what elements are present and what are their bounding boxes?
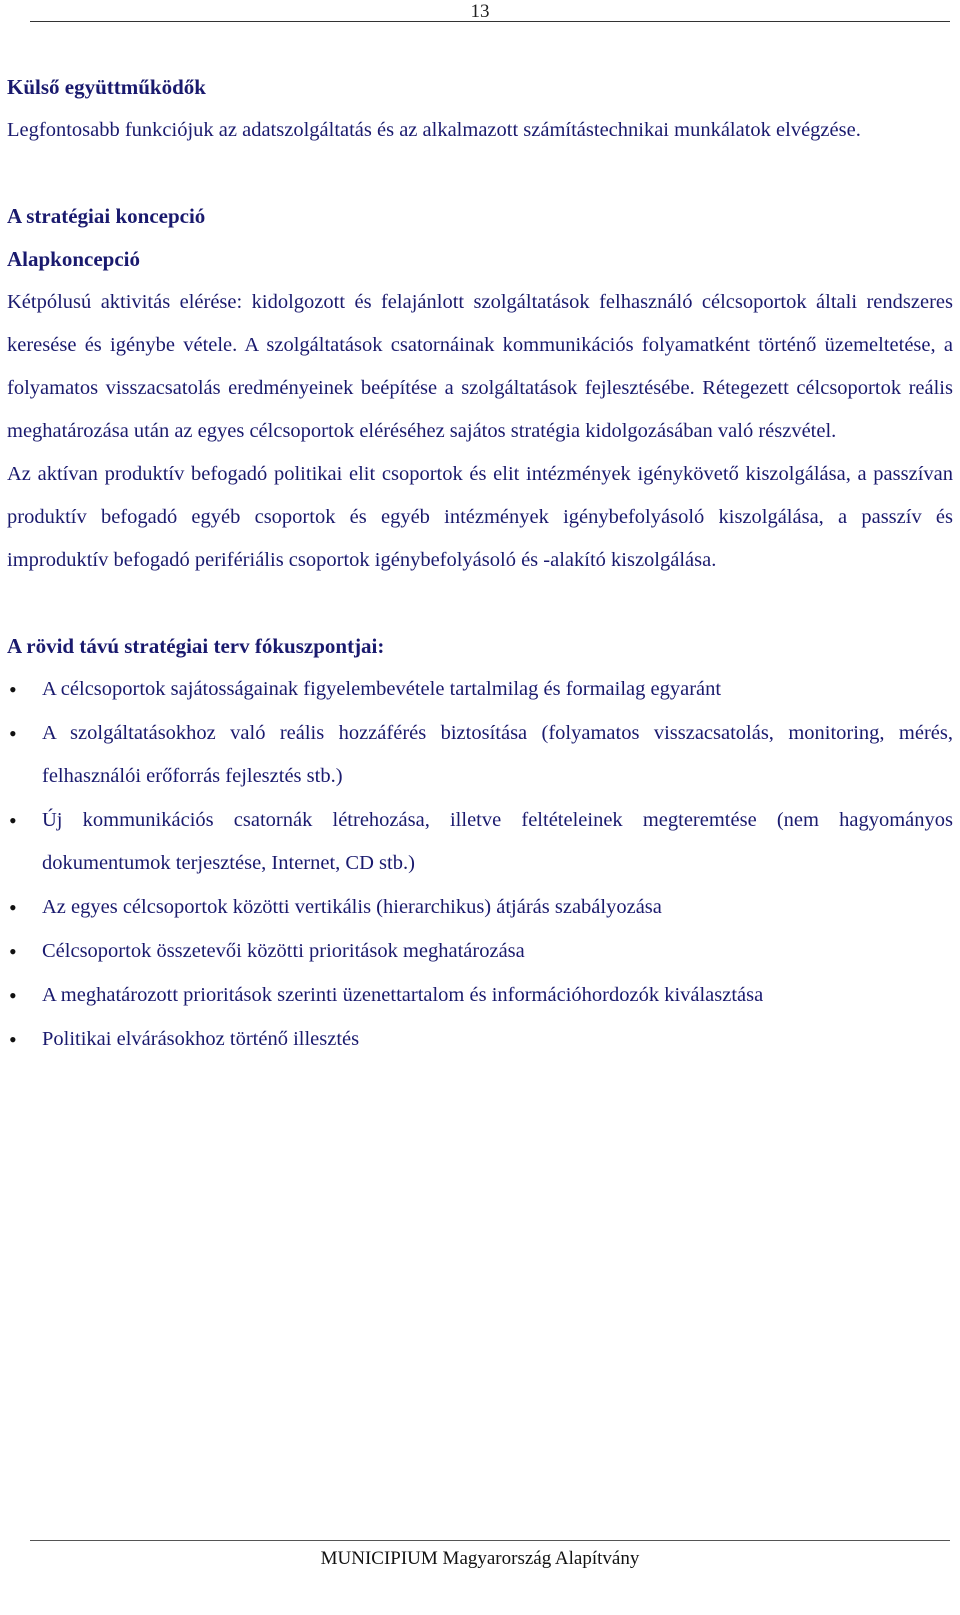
list-item [7, 886, 953, 929]
list-item-text: A szolgáltatásokhoz való reális hozzáférés biztosítása (folyamatos visszacsatolás, monitoring, mérés, felhasználói erőforrás fejlesztés stb.) [42, 722, 953, 787]
strategy-paragraph-1: Kétpólusú aktivitás elérése: kidolgozott és felajánlott szolgáltatások felhasználó célcsoportok általi rendszeres keresése és igénybe vétele. A szolgáltatások csatornáinak kommunikációs folyamatként történő üzemeltetése, a folyamatos visszacsatolás eredményeinek beépítése a szolgáltatások fejlesztésébe. Rétegezett célcsoportok reális meghatározása után az egyes célcsoportok eléréséhez sajátos stratégia kidolgozásában való részvétel. [7, 291, 953, 442]
list-item [7, 668, 953, 711]
subsection-title-basic-concept: Alapkoncepció [7, 247, 141, 271]
section-title-focus: A rövid távú stratégiai terv fókuszpontjai: [7, 634, 385, 658]
bullet-icon: • [9, 808, 17, 833]
footer-organization: MUNICIPIUM Magyarország Alapítvány [320, 1548, 640, 1569]
external-paragraph: Legfontosabb funkciójuk az adatszolgáltatás és az alkalmazott számítástechnikai munkálatok elvégzése. [7, 119, 861, 141]
list-item-text: Célcsoportok összetevői közötti prioritások meghatározása [42, 940, 525, 962]
bullet-icon: • [9, 677, 17, 702]
list-item [7, 712, 953, 798]
list-item-text: Új kommunikációs csatornák létrehozása, illetve feltételeinek megteremtése (nem hagyományos dokumentumok terjesztése, Internet, CD stb.) [42, 809, 953, 874]
bullet-icon: • [9, 983, 17, 1008]
section-title-external: Külső együttműködők [7, 75, 206, 99]
strategy-paragraph-2: Az aktívan produktív befogadó politikai elit csoportok és elit intézmények igénykövető kiszolgálása, a passzívan produktív befogadó egyéb csoportok és egyéb intézmények igénybefolyásoló kiszolgálása, a passzív és improduktív befogadó perifériális csoportok igénybefolyásoló és -alakító kiszolgálása. [7, 463, 953, 571]
list-item [7, 1018, 953, 1061]
bullet-icon: • [9, 1027, 17, 1052]
list-item-text: Politikai elvárásokhoz történő illesztés [42, 1028, 360, 1050]
list-item [7, 930, 953, 973]
list-item-text: A meghatározott prioritások szerinti üzenettartalom és információhordozók kiválasztása [42, 984, 764, 1006]
bullet-icon: • [9, 895, 17, 920]
footer-rule [30, 1540, 950, 1541]
header-rule [30, 21, 950, 22]
section-title-strategy: A stratégiai koncepció [7, 204, 206, 228]
list-item-text: A célcsoportok sajátosságainak figyelembevétele tartalmilag és formailag egyaránt [42, 678, 722, 700]
list-item-text: Az egyes célcsoportok közötti vertikális (hierarchikus) átjárás szabályozása [42, 896, 662, 918]
page-number: 13 [470, 1, 490, 22]
list-item [7, 974, 953, 1017]
section-spacer [7, 582, 953, 625]
section-spacer [7, 152, 953, 195]
document-body [7, 66, 953, 1062]
list-item [7, 799, 953, 885]
bullet-icon: • [9, 721, 17, 746]
focus-bullet-list [7, 668, 953, 1061]
bullet-icon: • [9, 939, 17, 964]
